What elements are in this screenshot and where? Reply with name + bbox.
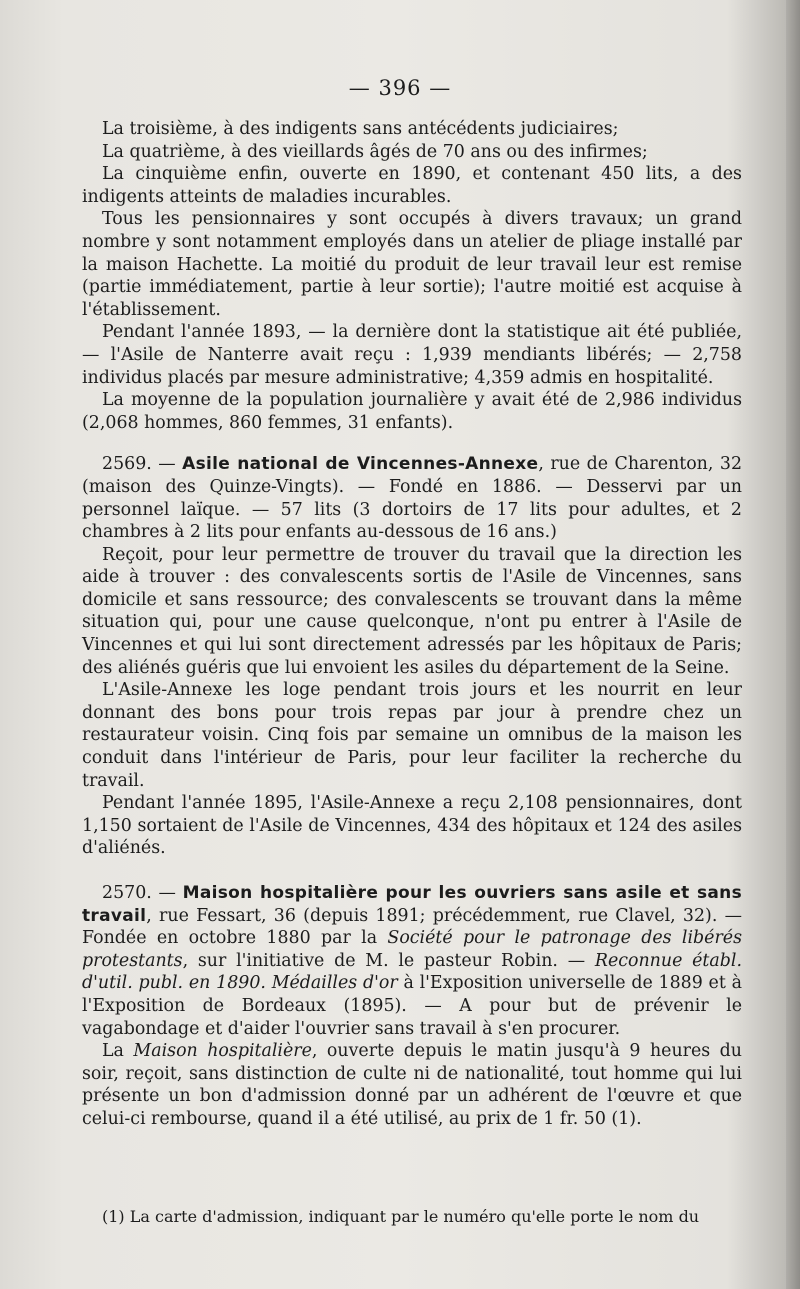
entry-2569 bbox=[82, 453, 742, 543]
entry-text: , ouverte depuis le matin jusqu'à 9 heures du soir, reçoit, sans distinction de culte ni de nationalité, tout homme qui lui présente un bon d'admission donné par un adhérent de l'œuvre et que celui-ci rembourse, quand il a été utilisé, au prix de 1 fr. 50 (1). bbox=[82, 1041, 742, 1129]
entry-title: Asile national de Vincennes-Annexe bbox=[182, 454, 539, 475]
paragraph-maison-hospitaliere bbox=[82, 1040, 742, 1130]
paragraph-cinquieme: La cinquième enfin, ouverte en 1890, et contenant 450 lits, a des indigents atteints de maladies incurables. bbox=[82, 164, 742, 207]
footnote: (1) La carte d'admission, indiquant par le numéro qu'elle porte le nom du bbox=[102, 1207, 700, 1226]
entry-italic-recognition: Reconnue établ. d'util. publ. en 1890. Médailles d'or bbox=[82, 950, 742, 994]
page-edge-shadow bbox=[786, 0, 800, 1289]
paragraph-asile-annexe: L'Asile-Annexe les loge pendant trois jours et les nourrit en leur donnant des bons pour trois repas par jour à prendre chez un restaurateur voisin. Cinq fois par semaine un omnibus de la maison les conduit dans l'intérieur de Paris, pour leur faciliter la recherche du travail. bbox=[82, 680, 742, 791]
entry-text: , sur l'initiative de M. le pasteur Robin. — bbox=[182, 950, 595, 971]
paragraph-troisieme: La troisième, à des indigents sans antécédents judiciaires; bbox=[102, 119, 619, 139]
entry-text: , rue Fessart, 36 (depuis 1891; précédemment, rue Clavel, 32). — Fondée en octobre 1880 par la bbox=[82, 905, 742, 949]
entry-number: 2569. — bbox=[102, 454, 183, 475]
paragraph-quatrieme: La quatrième, à des vieillards âgés de 70 ans ou des infirmes; bbox=[102, 141, 648, 162]
entry-text: La bbox=[102, 1041, 134, 1062]
page-body bbox=[82, 118, 742, 1131]
entry-italic-maison: Maison hospitalière bbox=[133, 1041, 312, 1062]
paragraph-annee-1893: Pendant l'année 1893, — la dernière dont la statistique ait été publiée, — l'Asile de Nanterre avait reçu : 1,939 mendiants libérés; — 2,758 individus placés par mesure administrative; 4,359 admis en hospitalité. bbox=[82, 322, 742, 388]
entry-title: Maison hospitalière pour les ouvriers sans asile et sans travail bbox=[82, 883, 743, 926]
paragraph-recoit: Reçoit, pour leur permettre de trouver du travail que la direction les aide à trouver : des convalescents sortis de l'Asile de Vincennes, sans domicile et sans ressource; des convalescents se trouvant dans la même situation qui, pour une cause quelconque, n'ont pu entrer à l'Asile de Vincennes et qui lui sont directement adressés par les hôpitaux de Paris; des aliénés guéris que lui envoient les asiles du département de la Seine. bbox=[82, 544, 742, 678]
entry-intro: , rue de Charenton, 32 (maison des Quinze-Vingts). — Fondé en 1886. — Desservi par un personnel laïque. — 57 lits (3 dortoirs de 17 lits pour adultes, et 2 chambres à 2 lits pour enfants au-dessous de 16 ans.) bbox=[82, 454, 743, 543]
page-number: — 396 — bbox=[348, 76, 452, 100]
paragraph-moyenne: La moyenne de la population journalière y avait été de 2,986 individus (2,068 hommes, 860 femmes, 31 enfants). bbox=[82, 390, 742, 433]
paragraph-pensionnaires: Tous les pensionnaires y sont occupés à divers travaux; un grand nombre y sont notamment employés dans un atelier de pliage installé par la maison Hachette. La moitié du produit de leur travail leur est remise (partie immédiatement, partie à leur sortie); l'autre moitié est acquise à l'établissement. bbox=[82, 209, 742, 320]
entry-number: 2570. — bbox=[102, 883, 183, 903]
entry-2570 bbox=[82, 882, 742, 1040]
entry-italic-society: Société pour le patronage des libérés protestants bbox=[82, 928, 742, 971]
entry-text: à l'Exposition universelle de 1889 et à l'Exposition de Bordeaux (1895). — A pour but de prévenir le vagabondage et d'aider l'ouvrier sans travail à s'en procurer. bbox=[82, 973, 742, 1039]
paragraph-annee-1895: Pendant l'année 1895, l'Asile-Annexe a reçu 2,108 pensionnaires, dont 1,150 sortaient de l'Asile de Vincennes, 434 des hôpitaux et 124 des asiles d'aliénés. bbox=[82, 793, 742, 859]
